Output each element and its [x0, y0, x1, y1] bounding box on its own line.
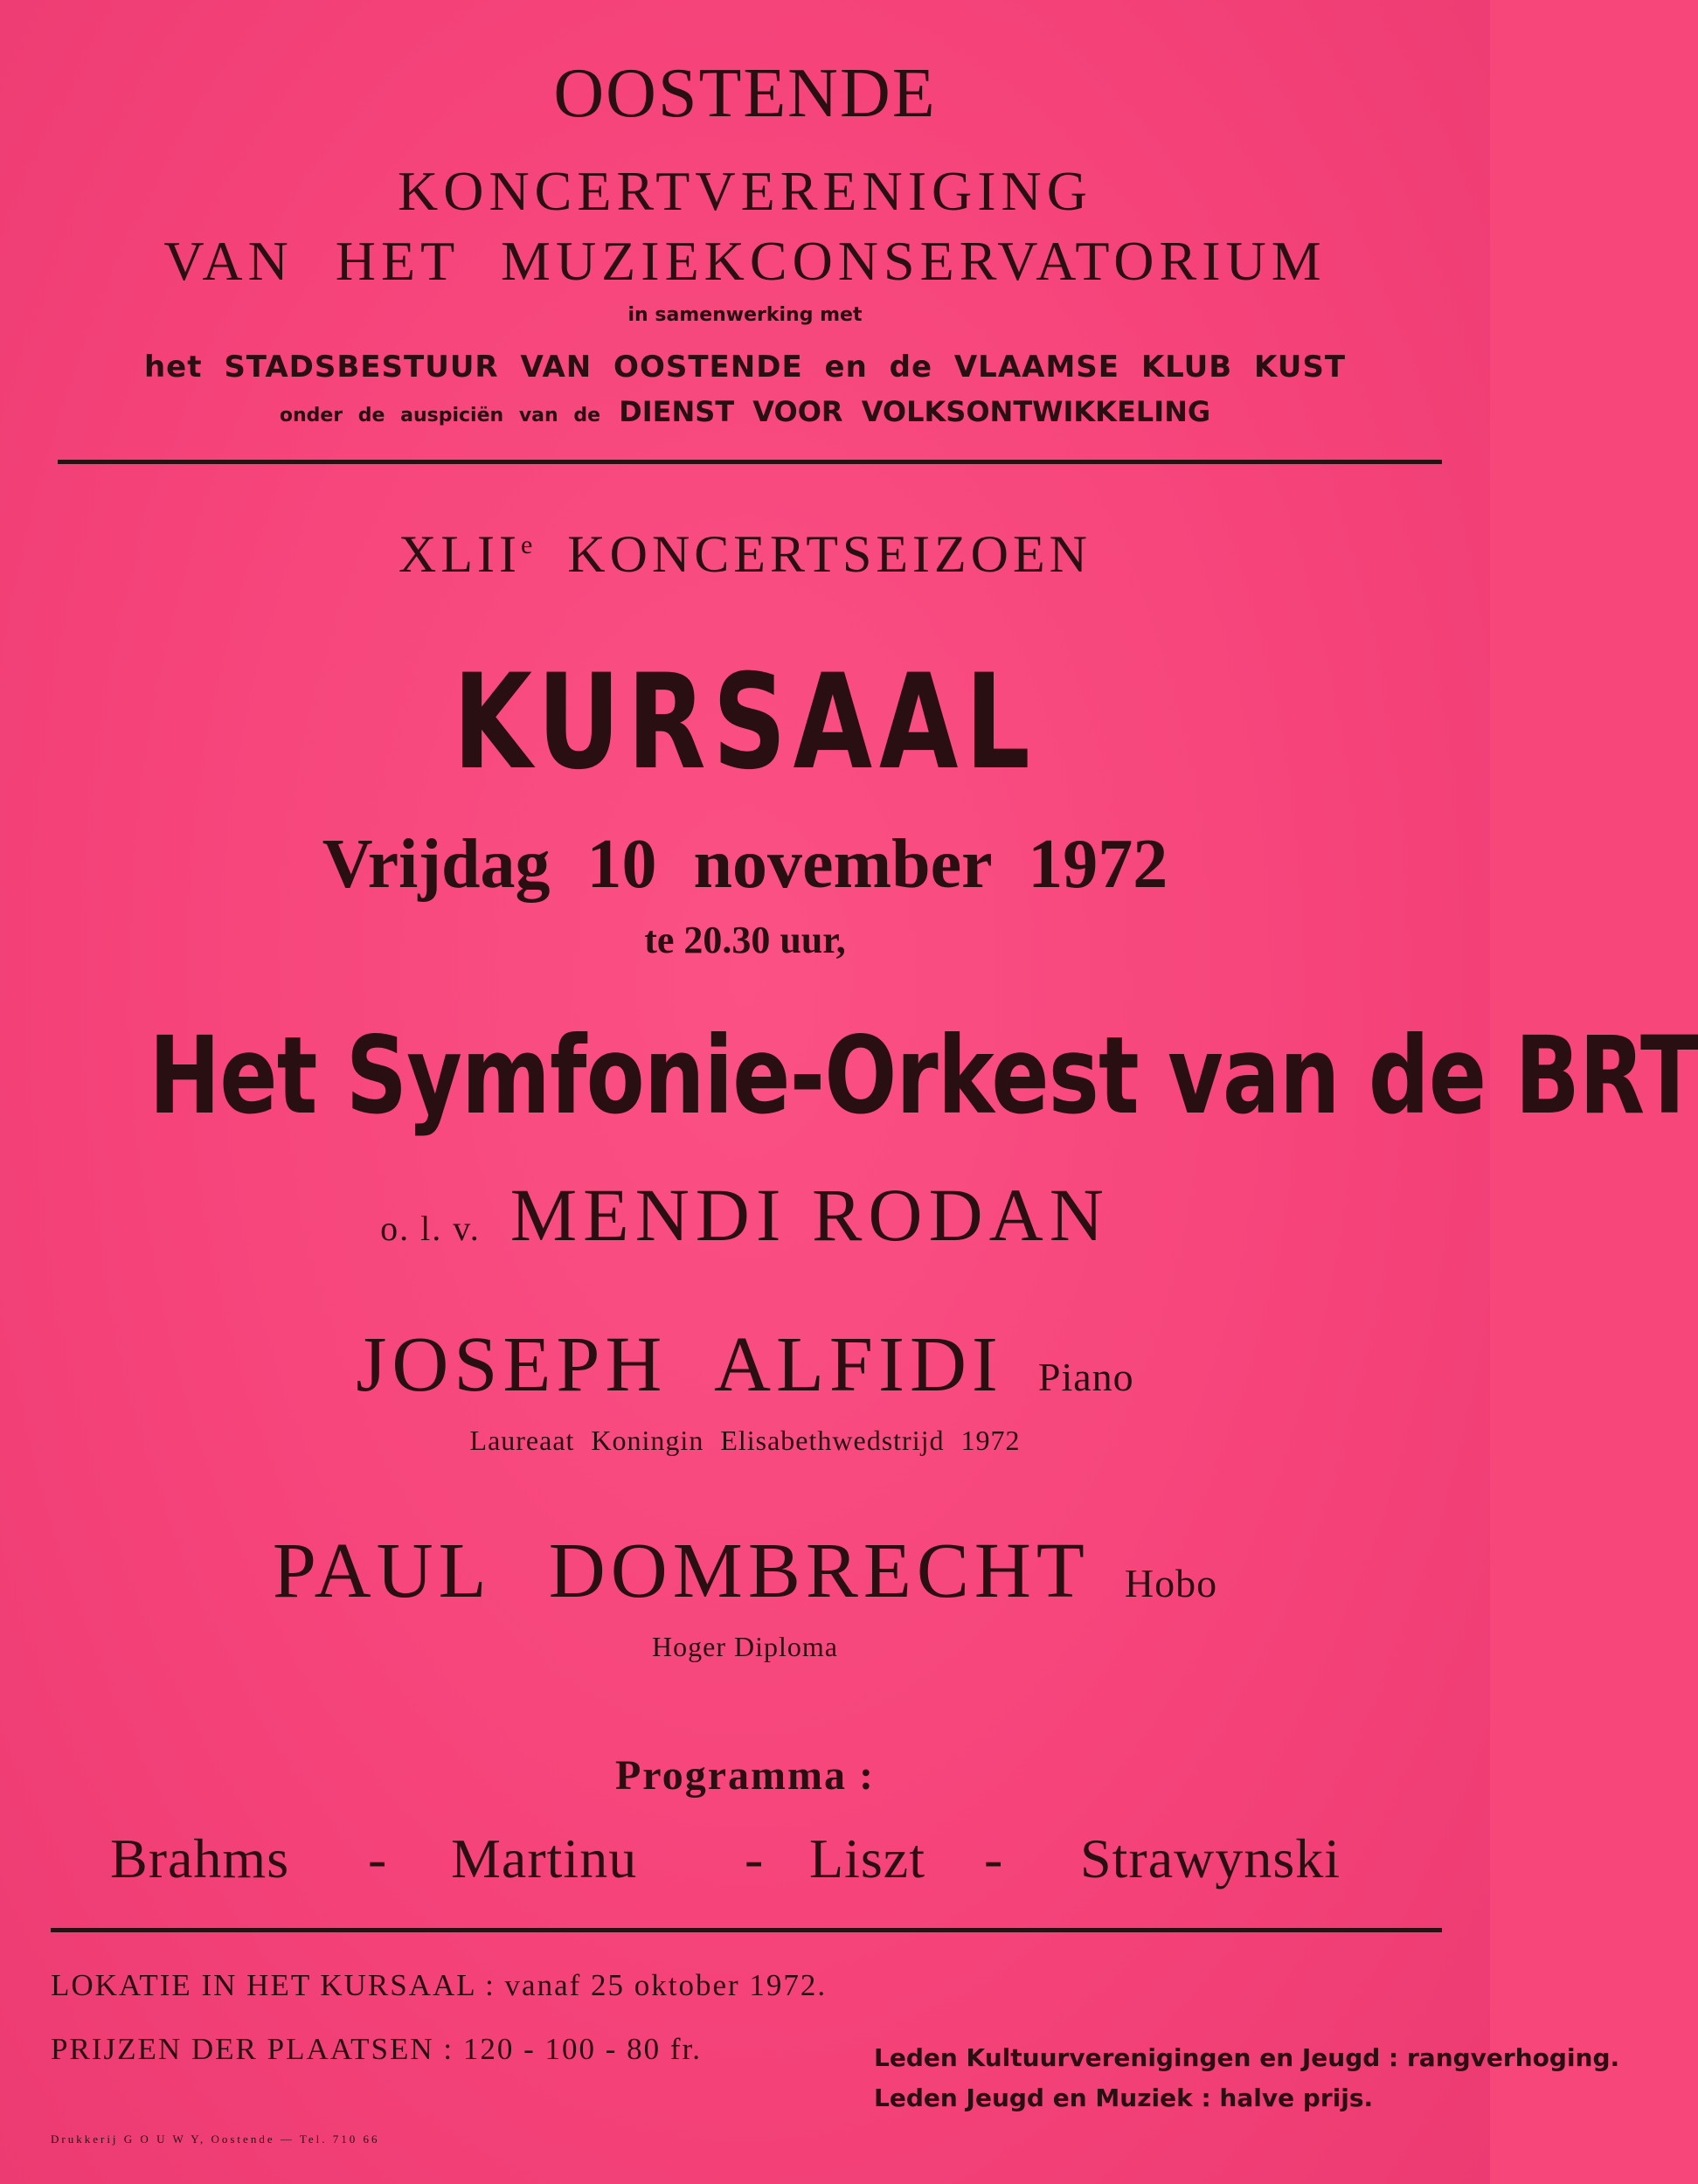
organization-line-1: KONCERTVERENIGING — [398, 160, 1092, 222]
season-title — [0, 524, 1490, 585]
auspices-prefix: onder de auspiciën van de — [279, 405, 601, 426]
orchestra-name: Het Symfonie-Orkest van de BRT — [149, 1014, 1698, 1138]
season-suffix: e — [520, 530, 533, 559]
season-label: KONCERTSEIZOEN — [567, 525, 1092, 583]
season-number: XLII — [399, 525, 521, 583]
composer-separator: - — [368, 1827, 388, 1889]
booking-info: LOKATIE IN HET KURSAAL : vanaf 25 oktober 1972. — [51, 1968, 828, 2002]
soloist-2-instrument: Hobo — [1124, 1561, 1218, 1605]
conductor-name: MENDI RODAN — [509, 1173, 1110, 1257]
soloist-1-name: JOSEPH ALFIDI — [356, 1321, 1003, 1408]
composer-liszt: Liszt — [809, 1827, 925, 1889]
member-note-1: Leden Kultuurverenigingen en Jeugd : rangverhoging. — [874, 2043, 1620, 2072]
soloist-2-note: Hoger Diploma — [652, 1631, 838, 1662]
composer-strawynski: Strawynski — [1080, 1827, 1341, 1889]
composer-martinu: Martinu — [451, 1827, 638, 1889]
conductor-prefix: o. l. v. — [380, 1209, 481, 1248]
auspices-line — [0, 395, 1490, 428]
composer-list — [110, 1827, 1386, 1896]
composer-separator: - — [745, 1827, 765, 1889]
printer-imprint: Drukkerij G O U W Y, Oostende — Tel. 710 66 — [51, 2132, 380, 2146]
concert-time: te 20.30 uur, — [644, 919, 846, 961]
soloist-1-note: Laureaat Koningin Elisabethwedstrijd 1972 — [469, 1425, 1021, 1456]
auspices-name: DIENST VOOR VOLKSONTWIKKELING — [619, 395, 1211, 428]
soloist-1-instrument: Piano — [1037, 1355, 1134, 1399]
city-title: OOSTENDE — [553, 55, 937, 132]
program-label: Programma : — [614, 1752, 875, 1799]
concert-date: Vrijdag 10 november 1972 — [322, 826, 1168, 903]
composer-separator: - — [984, 1827, 1004, 1889]
partners-text: het STADSBESTUUR VAN OOSTENDE en de VLAAMSE KLUB KUST — [143, 350, 1347, 385]
venue-title: KURSAAL — [453, 647, 1037, 799]
bottom-divider — [51, 1928, 1442, 1932]
soloist-2 — [0, 1526, 1490, 1616]
price-info: PRIJZEN DER PLAATSEN : 120 - 100 - 80 fr. — [51, 2032, 703, 2066]
soloist-2-name: PAUL DOMBRECHT — [272, 1528, 1090, 1614]
top-divider — [58, 460, 1442, 464]
organization-line-2: VAN HET MUZIEKCONSERVATORIUM — [163, 230, 1327, 292]
cooperation-text: in samenwerking met — [627, 304, 863, 326]
conductor-line — [0, 1171, 1490, 1258]
soloist-1 — [0, 1320, 1490, 1410]
composer-brahms: Brahms — [110, 1827, 290, 1889]
member-note-2: Leden Jeugd en Muziek : halve prijs. — [874, 2083, 1374, 2112]
